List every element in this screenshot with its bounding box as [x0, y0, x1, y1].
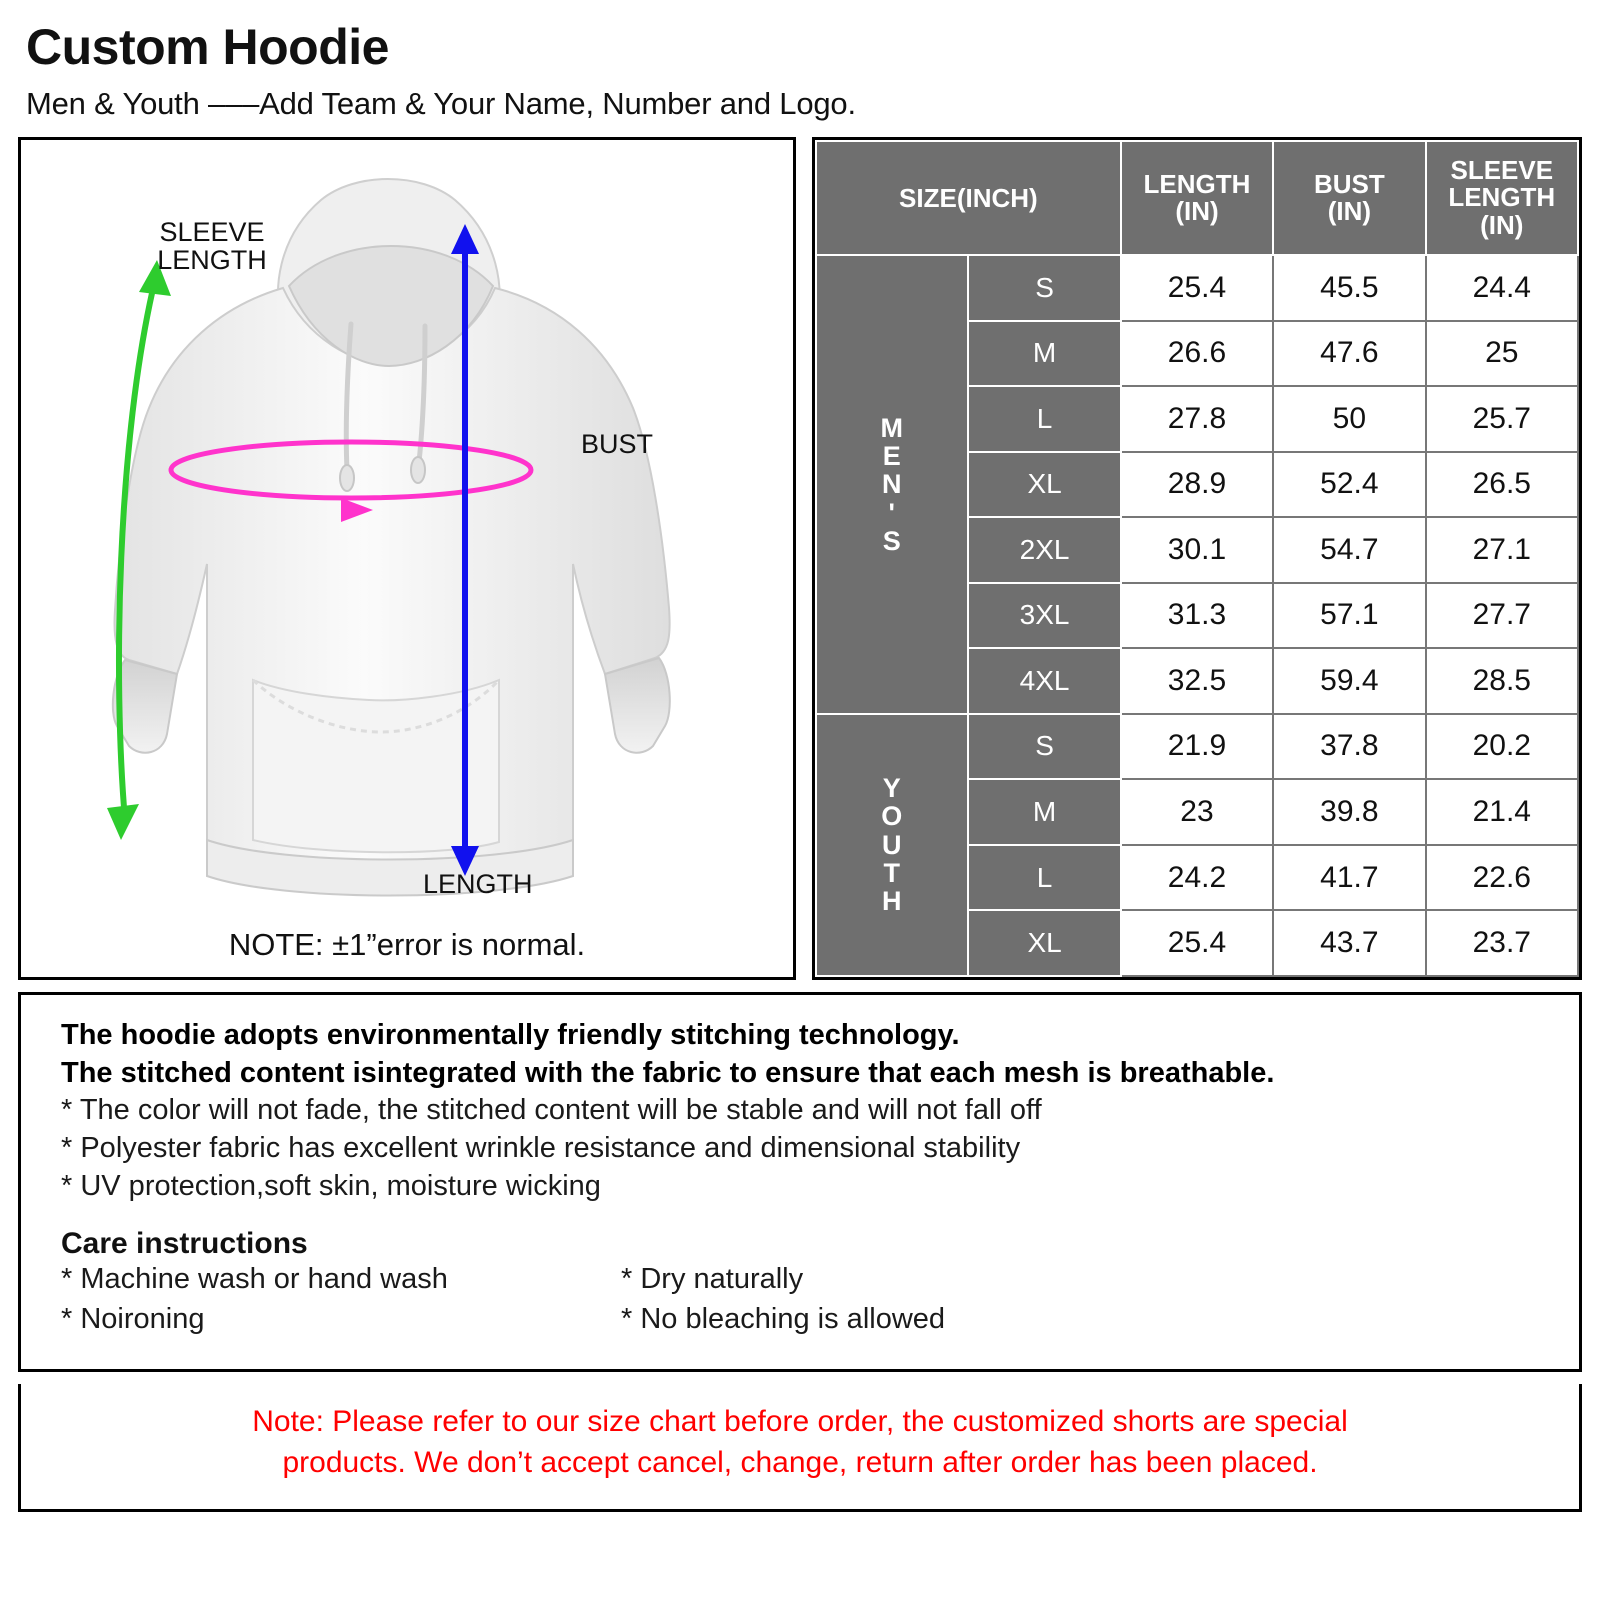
bust-cell: 52.4 [1273, 452, 1425, 518]
sleeve-length-label: SLEEVE LENGTH [157, 217, 267, 276]
sleeve-cell: 21.4 [1426, 779, 1578, 845]
length-cell: 27.8 [1121, 386, 1273, 452]
size-cell: M [968, 779, 1120, 845]
length-cell: 26.6 [1121, 321, 1273, 387]
length-cell: 21.9 [1121, 714, 1273, 780]
description-panel [18, 992, 1582, 1372]
length-cell: 25.4 [1121, 910, 1273, 976]
header-sleeve-length: SLEEVE LENGTH (IN) [1426, 141, 1578, 255]
size-cell: L [968, 845, 1120, 911]
page-subtitle: Men & Youth –––Add Team & Your Name, Number and Logo. [26, 86, 856, 121]
hoodie-illustration-panel [18, 137, 796, 980]
measurement-note: NOTE: ±1”error is normal. [228, 927, 586, 962]
description-line-2: The stitched content isintegrated with the fabric to ensure that each mesh is breathable. [61, 1056, 1275, 1089]
bust-label: BUST [581, 429, 654, 459]
header-bust: BUST (IN) [1273, 141, 1425, 255]
bust-cell: 47.6 [1273, 321, 1425, 387]
sleeve-cell: 25 [1426, 321, 1578, 387]
size-chart-table [815, 140, 1579, 977]
table-row [816, 255, 1578, 321]
bust-cell: 43.7 [1273, 910, 1425, 976]
sleeve-cell: 27.1 [1426, 517, 1578, 583]
feature-bullet-2: * Polyester fabric has excellent wrinkle resistance and dimensional stability [61, 1132, 1021, 1165]
table-row [816, 714, 1578, 780]
feature-bullet-1: * The color will not fade, the stitched content will be stable and will not fall off [61, 1094, 1042, 1127]
size-cell: S [968, 255, 1120, 321]
table-header-row [816, 141, 1578, 255]
header-length: LENGTH (IN) [1121, 141, 1273, 255]
sleeve-cell: 20.2 [1426, 714, 1578, 780]
length-cell: 23 [1121, 779, 1273, 845]
bust-cell: 54.7 [1273, 517, 1425, 583]
header-size: SIZE(INCH) [816, 141, 1121, 255]
size-cell: 2XL [968, 517, 1120, 583]
policy-note-line-2: products. We don’t accept cancel, change, return after order has been placed. [282, 1445, 1318, 1479]
length-cell: 24.2 [1121, 845, 1273, 911]
chart-and-illustration [18, 137, 1582, 980]
policy-note-line-1: Note: Please refer to our size chart before order, the customized shorts are special [252, 1405, 1348, 1438]
sleeve-cell: 25.7 [1426, 386, 1578, 452]
bust-cell: 39.8 [1273, 779, 1425, 845]
size-cell: S [968, 714, 1120, 780]
length-cell: 30.1 [1121, 517, 1273, 583]
policy-note-panel [18, 1384, 1582, 1512]
description-line-1: The hoodie adopts environmentally friendly stitching technology. [61, 1019, 960, 1051]
sleeve-cell: 23.7 [1426, 910, 1578, 976]
size-cell: XL [968, 452, 1120, 518]
bust-cell: 45.5 [1273, 255, 1425, 321]
bust-cell: 57.1 [1273, 583, 1425, 649]
length-cell: 32.5 [1121, 648, 1273, 714]
care-item: * Dry naturally [621, 1263, 804, 1296]
bust-cell: 59.4 [1273, 648, 1425, 714]
bust-cell: 50 [1273, 386, 1425, 452]
bust-cell: 41.7 [1273, 845, 1425, 911]
length-cell: 31.3 [1121, 583, 1273, 649]
size-cell: 3XL [968, 583, 1120, 649]
sleeve-cell: 27.7 [1426, 583, 1578, 649]
feature-bullet-3: * UV protection,soft skin, moisture wicking [61, 1169, 601, 1202]
size-cell: M [968, 321, 1120, 387]
length-cell: 28.9 [1121, 452, 1273, 518]
size-cell: XL [968, 910, 1120, 976]
group-label-mens: M E N ' S [816, 255, 968, 714]
sleeve-cell: 26.5 [1426, 452, 1578, 518]
length-label: LENGTH [423, 869, 533, 899]
length-cell: 25.4 [1121, 255, 1273, 321]
care-instructions-title: Care instructions [61, 1227, 308, 1261]
care-item: * Machine wash or hand wash [61, 1263, 448, 1296]
care-item: * No bleaching is allowed [621, 1303, 946, 1336]
care-item: * Noironing [61, 1303, 205, 1336]
hoodie-diagram [21, 140, 793, 977]
sleeve-cell: 28.5 [1426, 648, 1578, 714]
size-chart-table-panel [812, 137, 1582, 980]
bust-cell: 37.8 [1273, 714, 1425, 780]
size-cell: L [968, 386, 1120, 452]
sleeve-cell: 24.4 [1426, 255, 1578, 321]
size-cell: 4XL [968, 648, 1120, 714]
sleeve-cell: 22.6 [1426, 845, 1578, 911]
policy-note [51, 1402, 1549, 1483]
group-label-youth: Y O U T H [816, 714, 968, 976]
page-title: Custom Hoodie [26, 19, 389, 75]
care-instructions-list [61, 1261, 1539, 1338]
